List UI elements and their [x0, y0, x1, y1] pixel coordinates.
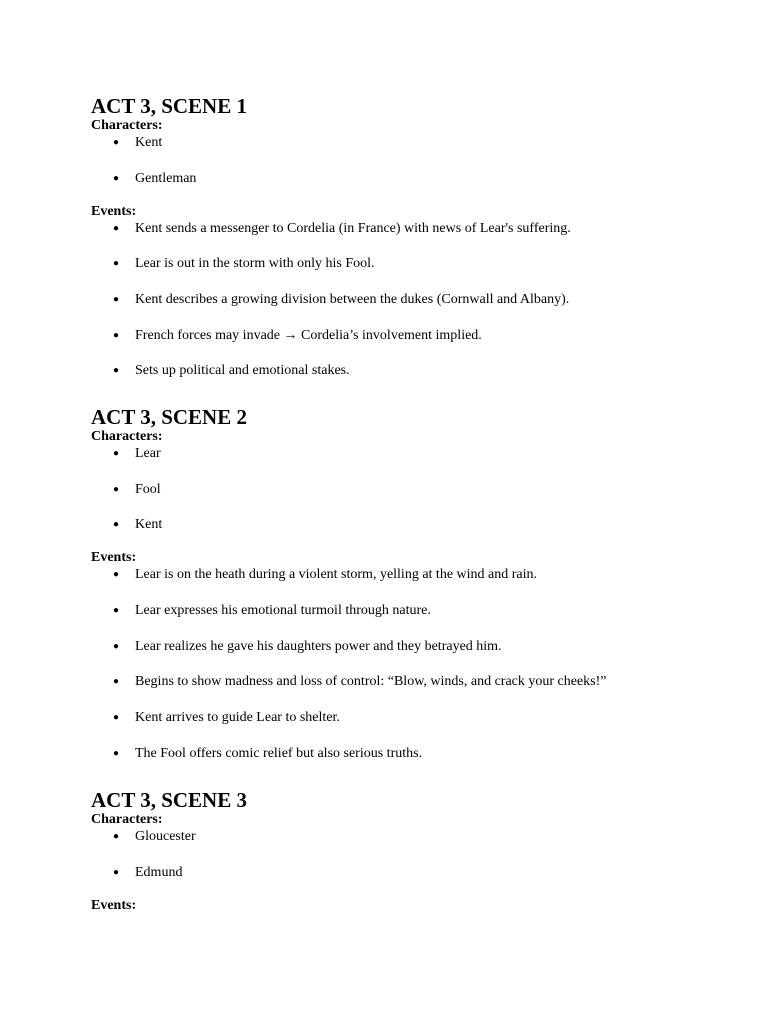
character-name: Gloucester — [135, 829, 196, 844]
event-text: French forces may invade → Cordelia’s involvement implied. — [135, 327, 482, 343]
character-name: Lear — [135, 446, 161, 461]
list-item — [91, 709, 731, 727]
event-text: Begins to show madness and loss of control: “Blow, winds, and crack your cheeks!” — [135, 674, 607, 690]
bullet-icon: ● — [113, 569, 120, 581]
characters-label: Characters: — [91, 812, 163, 827]
scene-section — [91, 405, 731, 763]
list-item — [91, 327, 731, 345]
characters-list — [91, 828, 731, 882]
bullet-icon: ● — [113, 258, 120, 270]
characters-label: Characters: — [91, 118, 163, 133]
event-text: Lear realizes he gave his daughters power and they betrayed him. — [135, 638, 502, 654]
character-name: Kent — [135, 517, 163, 533]
character-name: Fool — [135, 481, 161, 497]
bullet-icon: ● — [113, 676, 120, 688]
event-text: Kent describes a growing division between the dukes (Cornwall and Albany). — [135, 292, 570, 308]
list-item — [91, 673, 731, 691]
character-name: Kent — [135, 135, 163, 150]
list-item — [91, 220, 731, 238]
scene-title: ACT 3, SCENE 3 — [91, 788, 247, 812]
list-item — [91, 638, 731, 656]
events-list — [91, 566, 731, 762]
bullet-icon: ● — [113, 483, 120, 495]
scene-section — [91, 788, 731, 914]
event-text: The Fool offers comic relief but also serious truths. — [135, 745, 423, 761]
characters-list — [91, 134, 731, 188]
bullet-icon: ● — [113, 222, 120, 234]
bullet-icon: ● — [113, 448, 120, 459]
list-item — [91, 481, 731, 499]
list-item — [91, 362, 731, 380]
list-item — [91, 566, 731, 584]
event-text: Lear is on the heath during a violent storm, yelling at the wind and rain. — [135, 567, 538, 583]
event-text: Lear is out in the storm with only his Fool. — [135, 256, 375, 272]
bullet-icon: ● — [113, 831, 120, 842]
scene-title: ACT 3, SCENE 2 — [91, 405, 247, 429]
list-item — [91, 516, 731, 534]
event-text: Kent arrives to guide Lear to shelter. — [135, 710, 340, 726]
characters-list — [91, 445, 731, 534]
bullet-icon: ● — [113, 640, 120, 652]
scene-section — [91, 94, 731, 380]
character-name: Edmund — [135, 864, 183, 880]
events-label: Events: — [91, 550, 137, 566]
events-list — [91, 220, 731, 381]
list-item — [91, 170, 731, 188]
list-item — [91, 445, 731, 463]
bullet-icon: ● — [113, 519, 120, 531]
scene-title: ACT 3, SCENE 1 — [91, 94, 247, 118]
bullet-icon: ● — [113, 172, 120, 184]
list-item — [91, 291, 731, 309]
bullet-icon: ● — [113, 605, 120, 617]
list-item — [91, 602, 731, 620]
bullet-icon: ● — [113, 866, 120, 878]
list-item — [91, 864, 731, 882]
bullet-icon: ● — [113, 137, 120, 148]
bullet-icon: ● — [113, 329, 120, 341]
events-label: Events: — [91, 203, 137, 219]
event-text: Sets up political and emotional stakes. — [135, 363, 350, 379]
list-item — [91, 745, 731, 763]
list-item — [91, 255, 731, 273]
list-item — [91, 828, 731, 846]
character-name: Gentleman — [135, 170, 197, 186]
bullet-icon: ● — [113, 365, 120, 377]
bullet-icon: ● — [113, 747, 120, 759]
event-text: Lear expresses his emotional turmoil through nature. — [135, 603, 431, 619]
bullet-icon: ● — [113, 712, 120, 724]
list-item — [91, 134, 731, 152]
event-text: Kent sends a messenger to Cordelia (in France) with news of Lear's suffering. — [135, 220, 571, 236]
events-label: Events: — [91, 897, 137, 913]
bullet-icon: ● — [113, 294, 120, 306]
characters-label: Characters: — [91, 429, 163, 444]
